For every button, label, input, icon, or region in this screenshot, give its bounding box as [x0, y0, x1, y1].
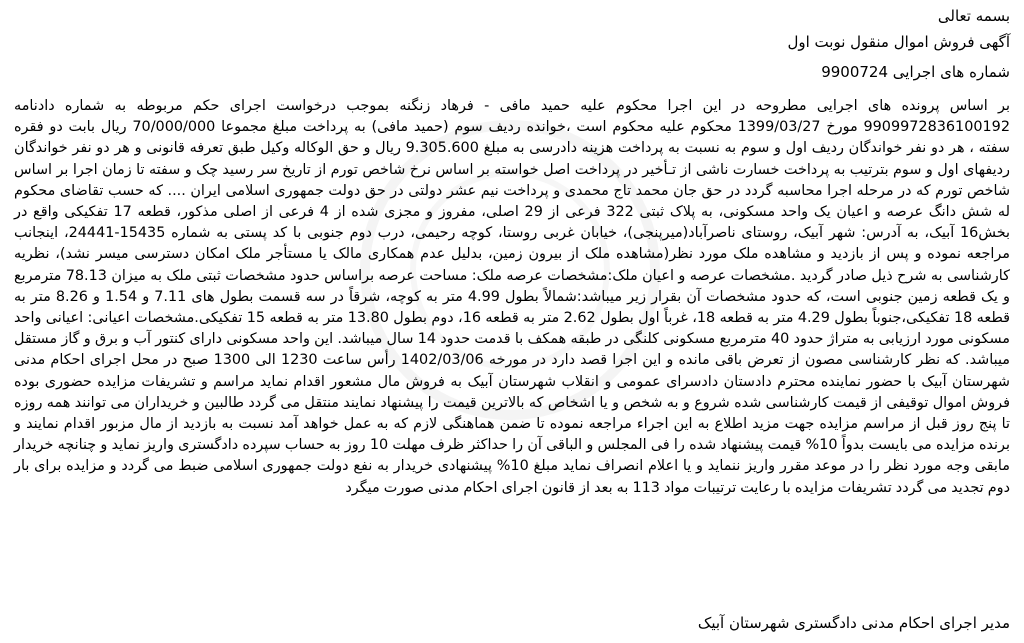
signature-line: مدیر اجرای احکام مدنی دادگستری شهرستان آبیک — [697, 614, 1010, 632]
enforcement-file-number: شماره های اجرایی 9900724 — [821, 63, 1010, 81]
notice-title: آگهی فروش اموال منقول نوبت اول — [787, 33, 1010, 51]
notice-body-paragraph: بر اساس پرونده های اجرایی مطروحه در این اجرا محکوم علیه حمید مافی - فرهاد زنگنه بموجب درخواست اجرای حکم مربوطه به شماره دادنامه 9909972836100192 مورخ 1399/03/27 محکوم علیه محکوم است ،خوانده ردیف سوم (حمید مافی) به پرداخت مبلغ مجموعا 70/000/000 ریال بابت دو فقره سفته ، هر دو نفر خواندگان ردیف اول و سوم به نسبت به پرداخت هزینه دادرسی به مبلغ 9.305.600 ریال و حق الوکاله وکیل طبق تعرفه قانونی و هر دو نفر خواندگان ردیفهای اول و سوم بترتیب به پرداخت خسارت ناشی از تـأخیر در پرداخت اصل خواسته بر اساس نرخ شاخص تورم از تاریخ سر رسید چک و سفته تا زمان اجرا بر اساس شاخص تورم که در مرحله اجرا محاسبه گردد در حق جان محمد تاج محمدی و پرداخت نیم عشر دولتی در حق دولت جمهوری اسلامی ایران .... که حسب تقاضای محکوم له شش دانگ عرصه و اعیان یک واحد مسکونی، به پلاک ثبتی 322 فرعی از 29 اصلی، مفروز و مجزی شده از 4 فرعی از اصلی مذکور، قطعه 17 تفکیکی واقع در بخش16 آبیک، به آدرس: شهر آبیک، روستای ناصرآباد(میرپنجی)، خیابان غربی روستا، کوچه رحیمی، درب دوم جنوبی با کد پستی به شماره 15435-24441، اینجانب مراجعه نموده و پس از بازدید و مشاهده ملک مورد نظر(مشاهده ملک از بیرون زمین، بدلیل عدم همکاری مالک یا مستأجر ملک امکان دسترسی میسر نشد)، نظریه کارشناسی به شرح ذیل صادر گردید .مشخصات عرصه و اعیان ملک:مشخصات عرصه ملک: مساحت عرصه براساس حدود مشخصات ثبتی ملک به میزان 78.13 مترمربع و یک قطعه زمین جنوبی است، که حدود مشخصات آن بقرار زیر میباشد:شمالاً بطول 4.99 متر به کوچه، شرقاً در سه قسمت بطول های 7.11 و 1.54 و 8.26 متر به قطعه 18 تفکیکی،جنوباً بطول 4.29 متر به قطعه 18، غرباً اول بطول 2.62 متر به قطعه 16، دوم بطول 13.80 متر به قطعه 15 تفکیکی.مشخصات اعیانی: اعیانی واحد مسکونی مورد ارزیابی به متراژ حدود 40 مترمربع مسکونی کلنگی در طبقه همکف با قدمت حدود 14 سال میباشد. این واحد مسکونی دارای کنتور آب و برق و گاز مستقل میباشد. که نظر کارشناسی مصون از تعرض باقی مانده و این اجرا قصد دارد در مورخه 1402/03/06 رأس ساعت 1230 الی 1300 صبح در محل اجرای احکام مدنی شهرستان آبیک با حضور نماینده محترم دادستان دادسرای عمومی و انقلاب شهرستان آبیک به فروش مال مشعور اقدام نماید مراسم و تشریفات مزایده حضوری بوده فروش اموال توقیفی از قیمت کارشناسی شده شروع و به شخص و یا اشخاص که بالاترین قیمت را پیشنهاد نمایند منتقل می گردد طالبین و خریداران می توانند همه روزه تا پنج روز قبل از مراسم مزایده جهت مزید اطلاع به این اجراء مراجعه نموده تا ضمن هماهنگی لازم که به عمل خواهد آمد نسبت به بازدید از مال مزبور اقدام نمایند و برنده مزایده می بایست بدواً 10% قیمت پیشنهاد شده را فی المجلس و الباقی آن را حداکثر ظرف مهلت 10 روز به حساب سپرده دادگستری واریز نماید و چنانچه خریدار مابقی وجه مورد نظر را در موعد مقرر واریز ننماید و یا اعلام انصراف نماید مبلغ 10% پیشنهادی خریدار به نفع دولت جمهوری اسلامی ضبط می گردد و مزایده برای بار دوم تجدید می گردد تشریفات مزایده با رعایت ترتیبات مواد 113 به بعد از قانون اجرای احکام مدنی صورت میگرد — [14, 98, 1011, 496]
bismillah-heading: بسمه تعالی — [937, 7, 1010, 25]
